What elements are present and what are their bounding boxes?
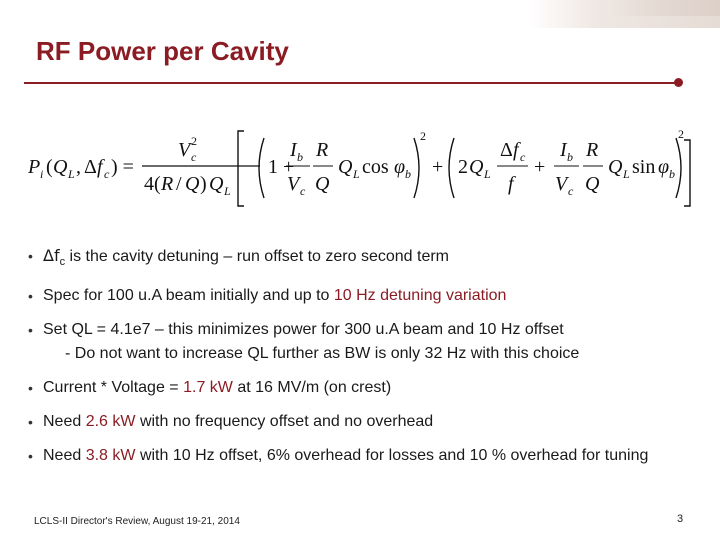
svg-text:i: i: [40, 167, 44, 181]
svg-text:f: f: [97, 156, 103, 178]
svg-text:2: 2: [678, 127, 684, 141]
svg-text:c: c: [300, 184, 306, 198]
svg-text:c: c: [104, 167, 110, 181]
title-rule-dot: [674, 78, 683, 87]
svg-text:2: 2: [458, 156, 468, 178]
bullet-current-voltage: [28, 376, 688, 400]
svg-text:1 +: 1 +: [268, 156, 295, 178]
svg-text:Q: Q: [338, 156, 353, 178]
bullet-marker: •: [28, 288, 33, 305]
svg-text:f: f: [508, 173, 514, 195]
bullet-text-after: at 16 MV/m (on crest): [232, 379, 392, 397]
svg-text:V: V: [555, 173, 568, 195]
svg-text:V: V: [178, 139, 191, 161]
svg-text:Q: Q: [585, 173, 600, 195]
svg-text:L: L: [353, 167, 360, 181]
svg-text:4(: 4(: [144, 173, 161, 195]
svg-text:Δ: Δ: [84, 156, 97, 178]
svg-text:c: c: [191, 150, 197, 164]
bullet-list: [28, 244, 688, 468]
svg-text:f: f: [513, 139, 519, 161]
svg-text:/: /: [176, 173, 182, 195]
svg-text:V: V: [287, 173, 300, 195]
svg-text:L: L: [623, 167, 630, 181]
sub-bullet-text: - Do not want to increase QL further as BW is only 32 Hz with this choice: [65, 345, 580, 363]
svg-text:Q: Q: [315, 173, 330, 195]
svg-text:Q: Q: [53, 156, 68, 178]
svg-text:b: b: [567, 150, 573, 164]
svg-text:b: b: [669, 167, 675, 181]
bullet-text: Need: [43, 413, 86, 431]
bullet-text-after: with 10 Hz offset, 6% overhead for losses and 10 % overhead for tuning: [135, 447, 649, 465]
delta-fc-subscript: c: [59, 256, 66, 269]
svg-text:φ: φ: [658, 156, 670, 178]
delta-fc-symbol: Δf: [43, 246, 60, 265]
slide-title: RF Power per Cavity: [36, 36, 289, 66]
page-number: 3: [677, 513, 684, 525]
svg-text:,: ,: [76, 156, 81, 178]
slide-footer: LCLS-II Director's Review, August 19-21, 2014: [34, 516, 240, 527]
svg-text:cos: cos: [362, 156, 389, 178]
bullet-need-with-offset: [28, 444, 688, 468]
bullet-highlight: 10 Hz detuning variation: [333, 287, 507, 305]
svg-text:L: L: [484, 167, 491, 181]
svg-text:R: R: [316, 139, 329, 161]
svg-text:Q: Q: [185, 173, 200, 195]
bullet-detuning: [28, 244, 688, 274]
bullet-text: is the cavity detuning – run offset to zero second term: [65, 248, 449, 265]
corner-decoration-accent: [610, 0, 720, 16]
svg-text:2: 2: [191, 134, 197, 148]
svg-text:Q: Q: [469, 156, 484, 178]
bullet-text-after: with no frequency offset and no overhead: [135, 413, 434, 431]
bullet-marker: •: [28, 414, 33, 431]
rf-power-equation: [28, 126, 700, 208]
bullet-highlight: 3.8 kW: [85, 447, 136, 465]
svg-text:b: b: [405, 167, 411, 181]
svg-text:R: R: [586, 139, 599, 161]
svg-text:b: b: [297, 150, 303, 164]
svg-text:+: +: [534, 156, 546, 178]
bullet-marker: •: [28, 322, 33, 339]
bullet-highlight: 2.6 kW: [85, 413, 136, 431]
svg-text:L: L: [224, 184, 231, 198]
svg-text:φ: φ: [394, 156, 406, 178]
svg-text:+: +: [432, 156, 444, 178]
svg-text:I: I: [560, 139, 567, 161]
bullet-text: Set QL = 4.1e7 – this minimizes power for 300 u.A beam and 10 Hz offset: [43, 321, 564, 339]
bullet-text: Spec for 100 u.A beam initially and up to: [43, 287, 334, 305]
svg-text:): ): [200, 173, 207, 195]
svg-text:Q: Q: [608, 156, 623, 178]
bullet-highlight: 1.7 kW: [183, 379, 233, 397]
svg-text:L: L: [68, 167, 75, 181]
svg-text:sin: sin: [632, 156, 656, 178]
bullet-marker: •: [28, 248, 33, 264]
svg-text:Δ: Δ: [500, 139, 513, 161]
svg-text:(: (: [46, 156, 53, 178]
bullet-set-ql: [28, 318, 688, 366]
bullet-marker: •: [28, 380, 33, 397]
svg-text:R: R: [161, 173, 174, 195]
svg-text:I: I: [290, 139, 297, 161]
svg-text:c: c: [568, 184, 574, 198]
svg-text:Q: Q: [209, 173, 224, 195]
svg-text:c: c: [520, 150, 526, 164]
svg-text:) =: ) =: [111, 156, 134, 178]
bullet-spec: [28, 284, 688, 308]
bullet-text: Need: [43, 447, 86, 465]
bullet-marker: •: [28, 448, 33, 465]
bullet-need-no-offset: [28, 410, 688, 434]
svg-text:P: P: [28, 156, 41, 178]
title-rule: [24, 82, 676, 84]
svg-text:2: 2: [420, 129, 426, 143]
bullet-text: Current * Voltage =: [43, 379, 184, 397]
